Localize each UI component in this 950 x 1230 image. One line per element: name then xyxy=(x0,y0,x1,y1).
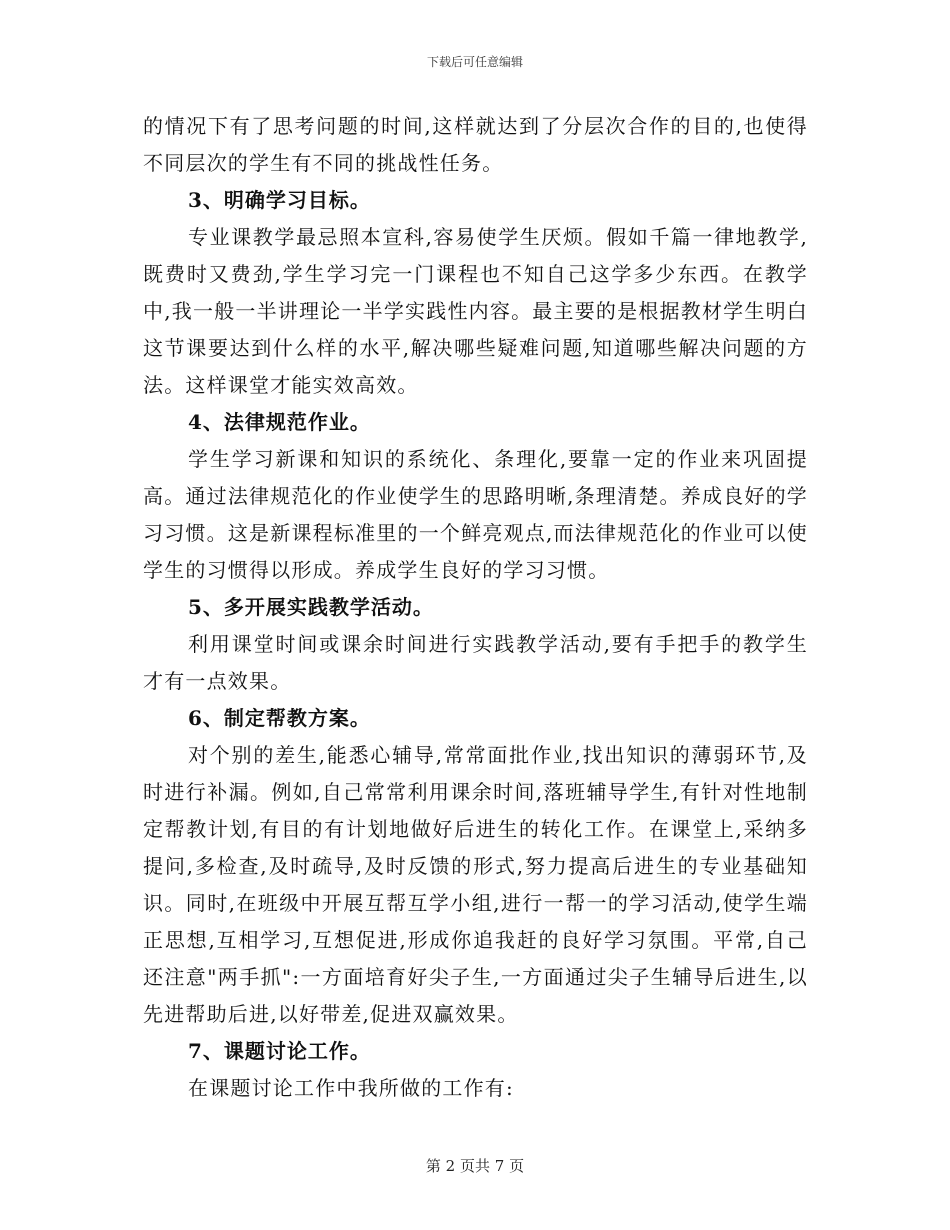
document-body xyxy=(143,108,808,1107)
page-header: 下载后可任意编辑 xyxy=(426,55,523,69)
paragraph: 学生学习新课和知识的系统化、条理化,要靠一定的作业来巩固提高。通过法律规范化的作业使学生的思路明晰,条理清楚。养成良好的学习习惯。这是新课程标准里的一个鲜亮观点,而法律规范化的作业可以使学生的习惯得以形成。养成学生良好的学习习惯。 xyxy=(143,447,808,582)
section-heading: 4、法律规范作业。 xyxy=(188,410,371,434)
paragraph: 对个别的差生,能悉心辅导,常常面批作业,找出知识的薄弱环节,及时进行补漏。例如,自己常常利用课余时间,落班辅导学生,有针对性地制定帮教计划,有目的有计划地做好后进生的转化工作。在课堂上,采纳多提问,多检查,及时疏导,及时反馈的形式,努力提高后进生的专业基础知识。同时,在班级中开展互帮互学小组,进行一帮一的学习活动,使学生端正思想,互相学习,互想促进,形成你追我赶的良好学习氛围。平常,自己还注意"两手抓":一方面培育好尖子生,一方面通过尖子生辅导后进生,以先进帮助后进,以好带差,促进双赢效果。 xyxy=(143,743,808,1026)
paragraph: 在课题讨论工作中我所做的工作有: xyxy=(188,1076,514,1100)
section-heading: 5、多开展实践教学活动。 xyxy=(188,595,434,619)
page-number: 第 2 页共 7 页 xyxy=(425,1157,525,1175)
paragraph: 专业课教学最忌照本宣科,容易使学生厌烦。假如千篇一律地教学,既费时又费劲,学生学习完一门课程也不知自己这学多少东西。在教学中,我一般一半讲理论一半学实践性内容。最主要的是根据教材学生明白这节课要达到什么样的水平,解决哪些疑难问题,知道哪些解决问题的方法。这样课堂才能实效高效。 xyxy=(143,225,808,397)
section-heading: 7、课题讨论工作。 xyxy=(188,1039,371,1063)
paragraph: 的情况下有了思考问题的时间,这样就达到了分层次合作的目的,也使得不同层次的学生有不同的挑战性任务。 xyxy=(143,114,808,175)
paragraph: 利用课堂时间或课余时间进行实践教学活动,要有手把手的教学生才有一点效果。 xyxy=(143,632,808,693)
section-heading: 6、制定帮教方案。 xyxy=(188,706,371,730)
section-heading: 3、明确学习目标。 xyxy=(188,188,371,212)
